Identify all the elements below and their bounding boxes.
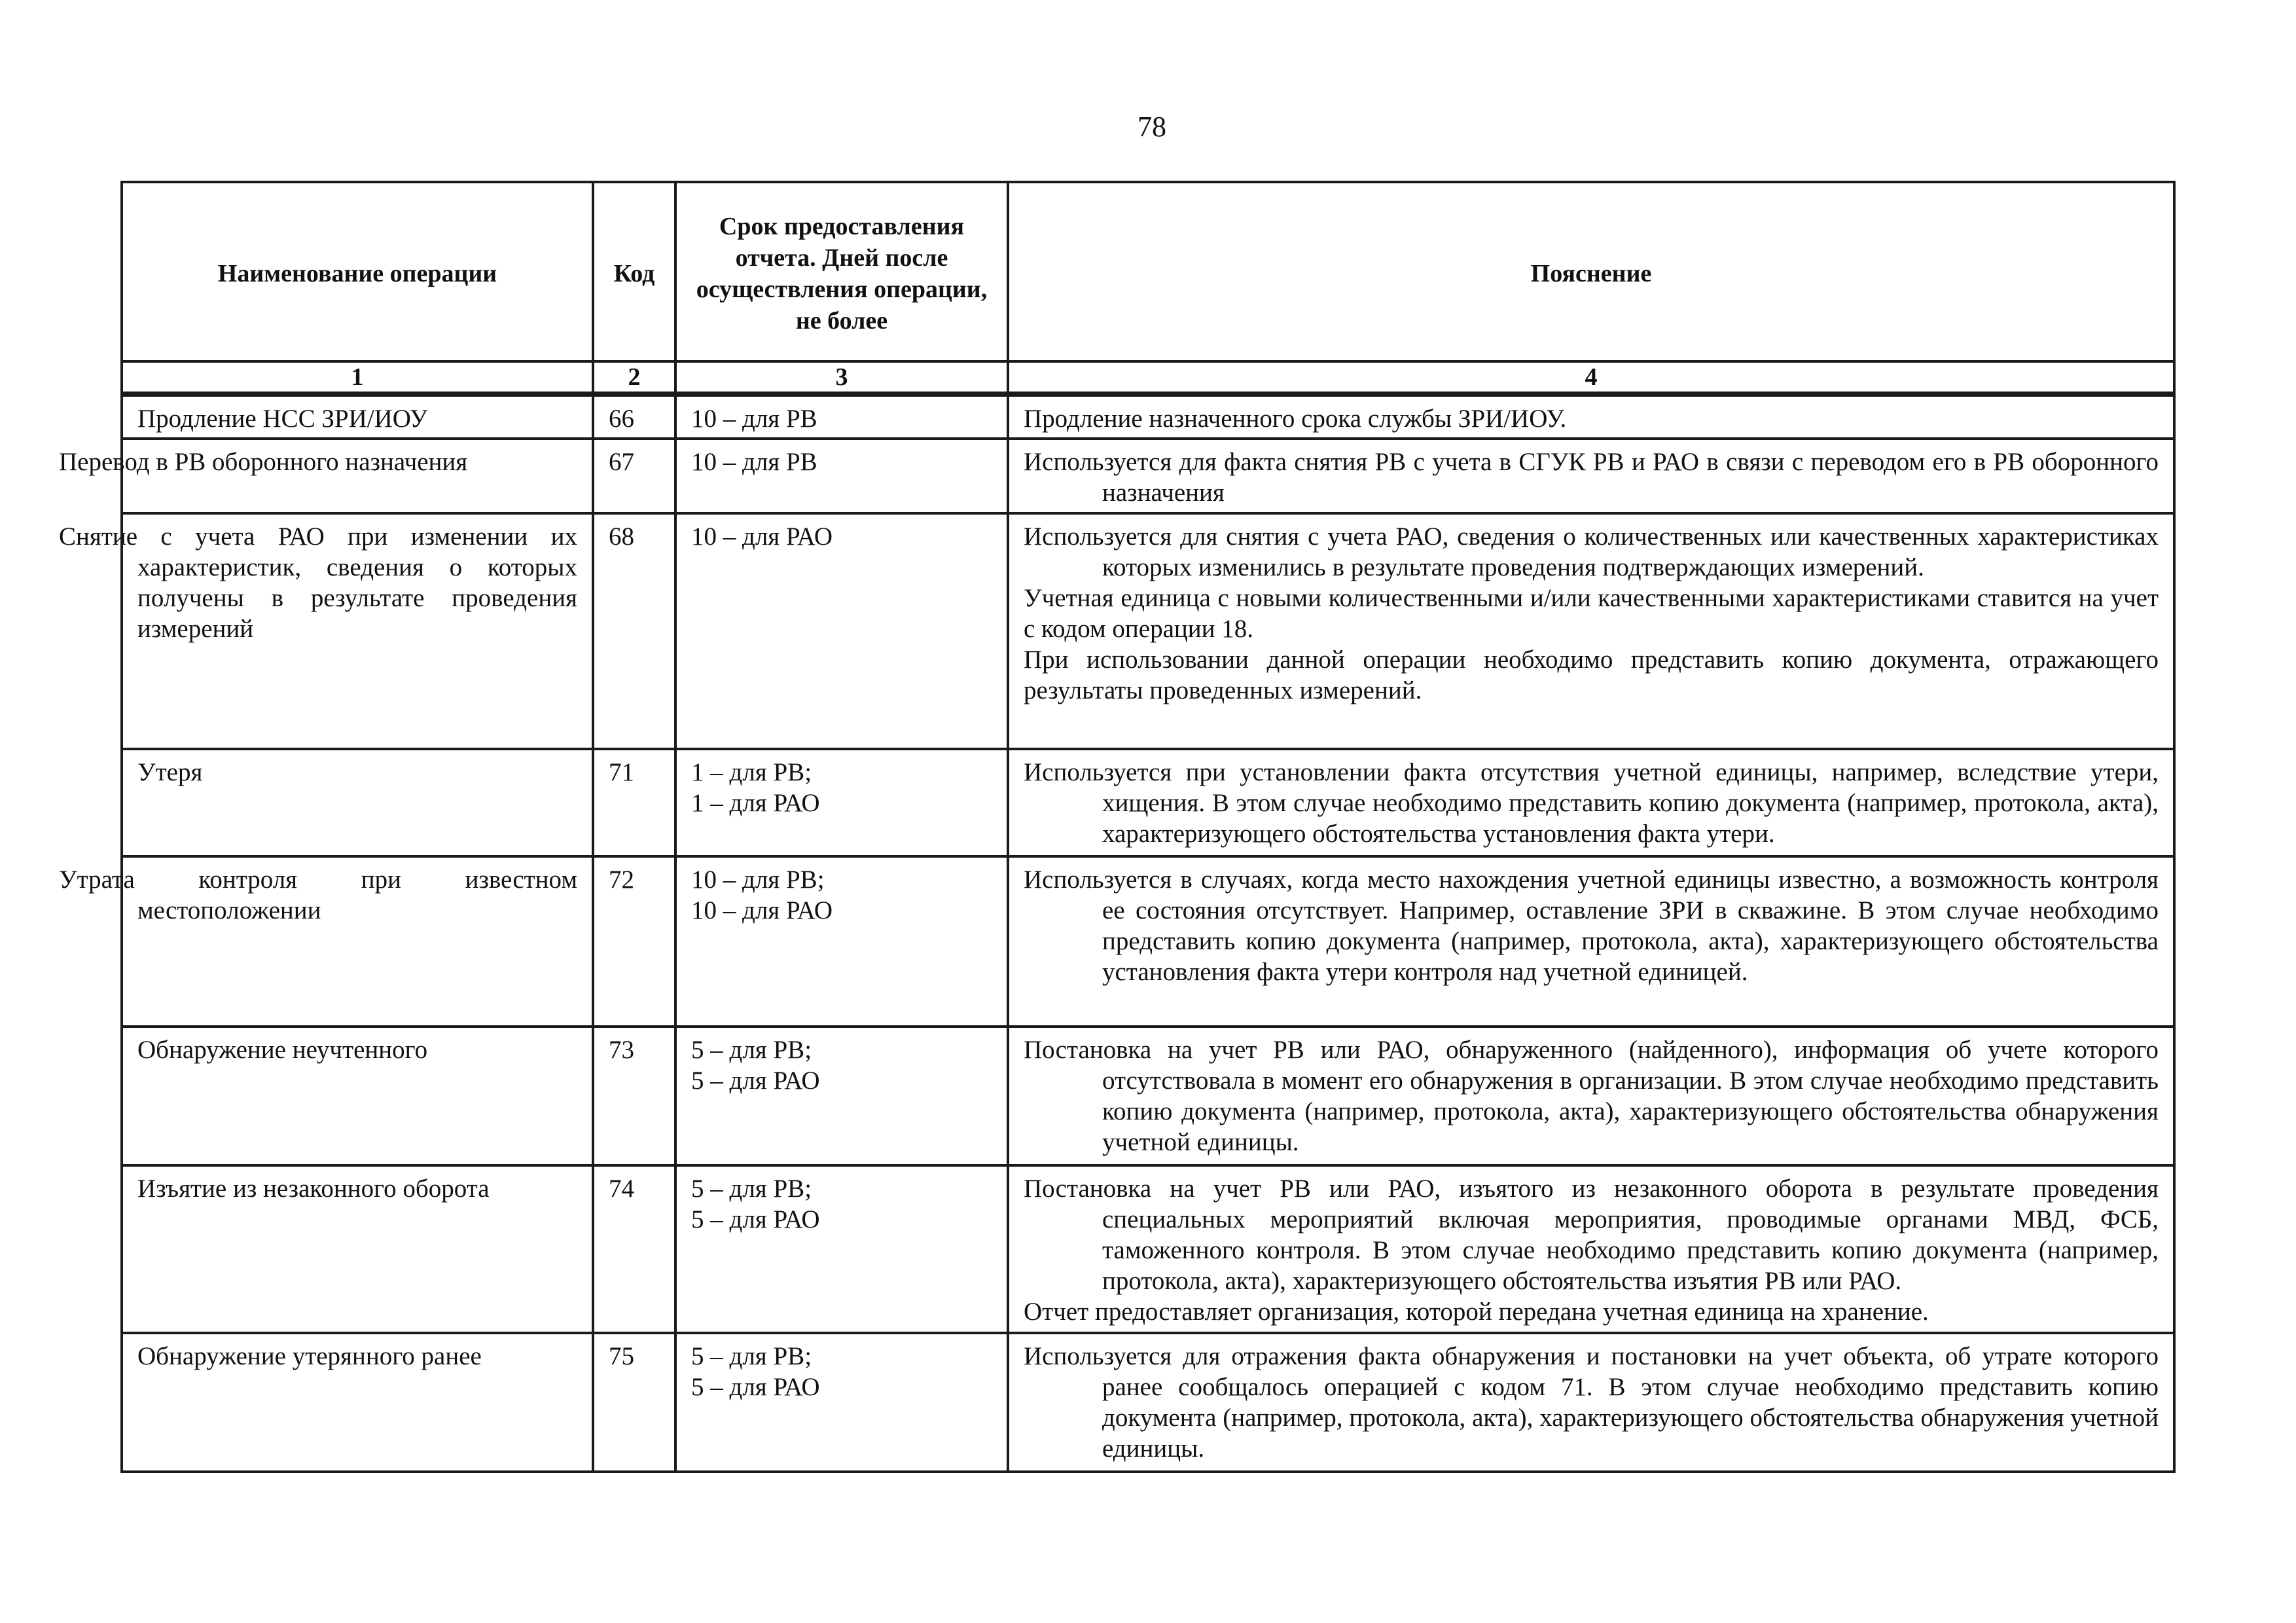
column-number: 4 (1008, 361, 2174, 394)
table-row (122, 1333, 2174, 1472)
operation-code: 71 (593, 749, 675, 856)
operations-table (59, 181, 2176, 1473)
explanation-cell (1008, 439, 2174, 513)
explanation-cell (1008, 749, 2174, 856)
operation-code: 75 (593, 1333, 675, 1472)
explanation-paragraph: Используется для снятия с учета РАО, сведения о количественных или качественных характеристиках которых изменились в результате проведения подтверждающих измерений. (1024, 522, 2159, 581)
operation-code: 74 (593, 1165, 675, 1333)
report-term: 1 – для РВ; 1 – для РАО (675, 749, 1008, 856)
table-row (122, 856, 2174, 1027)
report-term: 5 – для РВ; 5 – для РАО (675, 1027, 1008, 1165)
operation-name: Обнаружение неучтенного (122, 1027, 593, 1165)
report-term: 5 – для РВ; 5 – для РАО (675, 1165, 1008, 1333)
explanation-paragraph: Продление назначенного срока службы ЗРИ/ИОУ. (1024, 405, 1567, 433)
explanation-cell (1008, 1333, 2174, 1472)
operation-name: Перевод в РВ оборонного назначения (122, 439, 593, 513)
explanation-paragraph: Отчет предоставляет организация, которой передана учетная единица на хранение. (1024, 1298, 1929, 1326)
operation-name: Снятие с учета РАО при изменении их характеристик, сведения о которых получены в результате проведения измерений (122, 513, 593, 749)
column-number-row (122, 361, 2174, 394)
explanation-paragraph: При использовании данной операции необходимо представить копию документа, отражающего результаты проведенных измерений. (1024, 646, 2159, 704)
table-row (122, 1165, 2174, 1333)
table-row (122, 394, 2174, 439)
table-row (122, 439, 2174, 513)
operation-code: 68 (593, 513, 675, 749)
explanation-paragraph: Постановка на учет РВ или РАО, изъятого из незаконного оборота в результате проведения специальных мероприятий включая мероприятия, проводимые органами МВД, ФСБ, таможенного контроля. В этом случае необходимо представить копию документа (например, протокола, акта), характеризующего обстоятельства изъятия РВ или РАО. (1024, 1175, 2159, 1295)
explanation-cell (1008, 1165, 2174, 1333)
header-code: Код (593, 182, 675, 361)
table-row (122, 513, 2174, 749)
operation-name: Изъятие из незаконного оборота (122, 1165, 593, 1333)
table-row (122, 749, 2174, 856)
operation-code: 73 (593, 1027, 675, 1165)
report-term: 5 – для РВ; 5 – для РАО (675, 1333, 1008, 1472)
table-header-row (122, 182, 2174, 361)
table-row (122, 1027, 2174, 1165)
operation-code: 72 (593, 856, 675, 1027)
operation-name: Обнаружение утерянного ранее (122, 1333, 593, 1472)
explanation-paragraph: Учетная единица с новыми количественными и/или качественными характеристиками ставится на учет с кодом операции 18. (1024, 584, 2159, 643)
operation-name: Продление НСС ЗРИ/ИОУ (122, 394, 593, 439)
explanation-cell (1008, 856, 2174, 1027)
column-number: 2 (593, 361, 675, 394)
explanation-paragraph: Используется для отражения факта обнаружения и постановки на учет объекта, об утрате которого ранее сообщалось операцией с кодом 71. В этом случае необходимо представить копию документа (например, протокола, акта), характеризующего обстоятельства обнаружения учетной единицы. (1024, 1342, 2159, 1463)
report-term: 10 – для РВ (675, 439, 1008, 513)
operation-code: 66 (593, 394, 675, 439)
column-number: 3 (675, 361, 1008, 394)
report-term: 10 – для РВ (675, 394, 1008, 439)
operation-code: 67 (593, 439, 675, 513)
explanation-paragraph: Используется при установлении факта отсутствия учетной единицы, например, вследствие утери, хищения. В этом случае необходимо представить копию документа (например, протокола, акта), характеризующего обстоятельства установления факта утери. (1024, 758, 2159, 848)
operation-name: Утеря (122, 749, 593, 856)
report-term: 10 – для РАО (675, 513, 1008, 749)
header-operation-name: Наименование операции (122, 182, 593, 361)
explanation-paragraph: Постановка на учет РВ или РАО, обнаруженного (найденного), информация об учете которого отсутствовала в момент его обнаружения в организации. В этом случае необходимо представить копию документа (например, протокола, акта), характеризующего обстоятельства обнаружения учетной единицы. (1024, 1036, 2159, 1156)
explanation-cell (1008, 513, 2174, 749)
header-explanation: Пояснение (1008, 182, 2174, 361)
column-number: 1 (122, 361, 593, 394)
explanation-cell (1008, 1027, 2174, 1165)
report-term: 10 – для РВ; 10 – для РАО (675, 856, 1008, 1027)
page-number: 78 (1138, 111, 1166, 143)
explanation-cell (1008, 394, 2174, 439)
explanation-paragraph: Используется в случаях, когда место нахождения учетной единицы известно, а возможность контроля ее состояния отсутствует. Например, оставление ЗРИ в скважине. В этом случае необходимо представить копию документа (например, протокола, акта), характеризующего обстоятельства установления факта утери контроля над учетной единицей. (1024, 866, 2159, 986)
explanation-paragraph: Используется для факта снятия РВ с учета в СГУК РВ и РАО в связи с переводом его в РВ оборонного назначения (1024, 448, 2159, 507)
operation-name: Утрата контроля при известном местоположении (122, 856, 593, 1027)
header-report-term: Срок предоставления отчета. Дней после осуществления операции, не более (675, 182, 1008, 361)
